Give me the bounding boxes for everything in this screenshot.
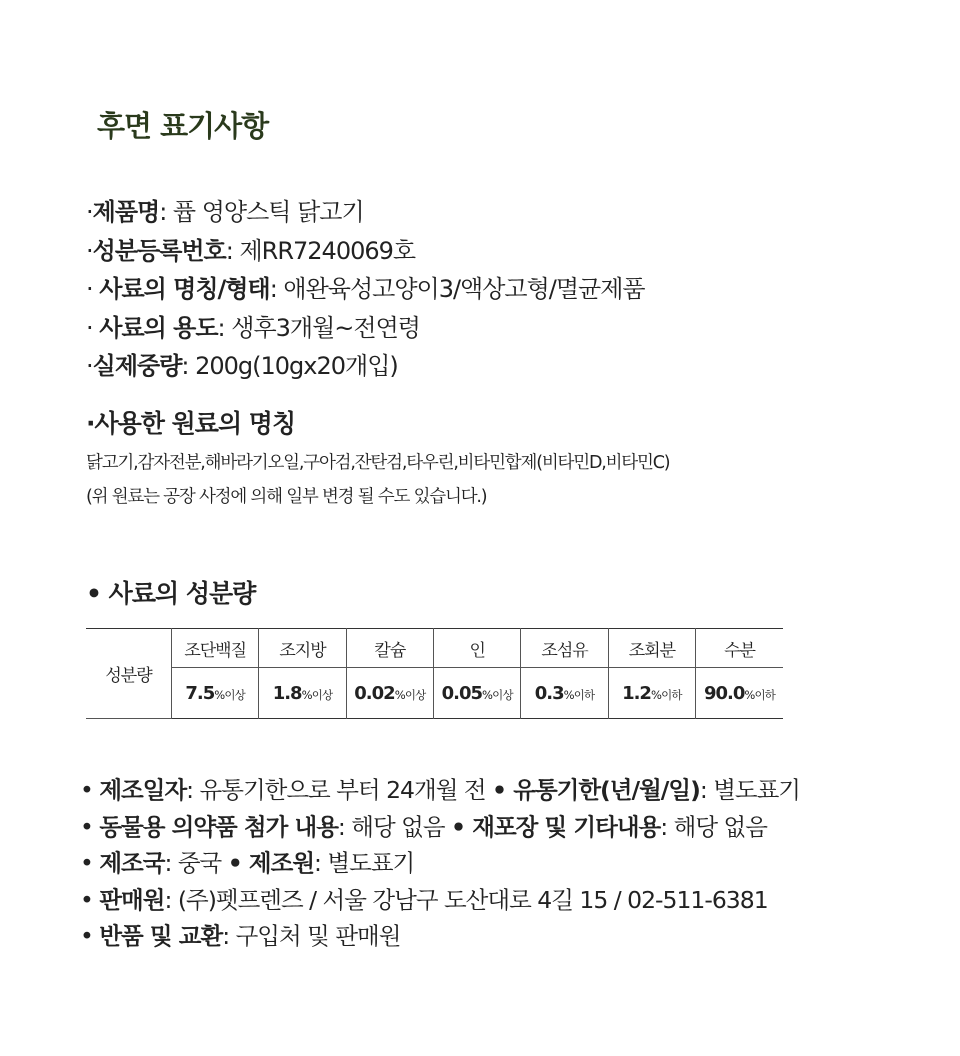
page-title: 후면 표기사항 (97, 109, 269, 143)
mfg-value: : 해당 없음 (337, 812, 452, 841)
info-product-name (86, 193, 906, 232)
info-value: 퓹 영양스틱 닭고기 (172, 198, 364, 226)
nutrient-name: 조지방 (259, 629, 346, 668)
nutrient-value-cell (172, 668, 259, 719)
bullet: • (80, 885, 100, 914)
separator: : (269, 275, 284, 303)
nutrient-name: 조섬유 (521, 629, 608, 668)
nutrient-value: 0.02 (354, 682, 395, 704)
mfg-value: : 구입처 및 판매원 (222, 922, 401, 950)
nutrient-value-cell (696, 668, 783, 719)
nutrient-name: 조회분 (608, 629, 695, 668)
bullet: · (86, 352, 93, 380)
nutrient-unit: %이상 (394, 687, 426, 702)
info-value: 제RR7240069호 (239, 236, 416, 265)
bullet: · (86, 275, 100, 303)
nutrient-value-cell (521, 668, 608, 719)
info-label: 사료의 명칭/형태 (99, 275, 270, 303)
nutrient-unit: %이하 (563, 687, 595, 702)
mfg-value: : 중국 (164, 849, 228, 877)
nutrition-value-row (86, 668, 783, 719)
mfg-value: : (주)펫프렌즈 / 서울 강남구 도산대로 4길 15 / 02-511-6381 (164, 885, 768, 914)
bullet: · (86, 236, 93, 265)
raw-materials-note: (위 원료는 공장 사정에 의해 일부 변경 될 수도 있습니다.) (86, 487, 487, 507)
mfg-label: 제조일자 (99, 776, 187, 804)
raw-materials-block (86, 446, 669, 514)
nutrient-name: 칼슘 (346, 629, 433, 668)
nutrient-unit: %이상 (482, 687, 513, 702)
info-label: 사료의 용도 (99, 313, 218, 342)
nutrition-heading: • 사료의 성분량 (86, 579, 256, 608)
mfg-value: : 별도표기 (699, 776, 801, 804)
nutrient-name: 수분 (696, 629, 783, 668)
info-label: 제품명 (92, 198, 160, 226)
nutrient-value-cell (608, 668, 695, 719)
manufacturing-info (80, 772, 800, 955)
bullet: • (492, 776, 514, 804)
nutrient-value: 1.2 (622, 682, 651, 704)
separator: : (225, 236, 240, 265)
info-feed-usage (86, 309, 906, 348)
mfg-label: 판매원 (99, 885, 165, 914)
mfg-line-seller (80, 882, 800, 919)
info-value: 200g(10gx20개입) (195, 352, 398, 380)
mfg-line-dates (80, 772, 800, 809)
mfg-line-additives (80, 809, 800, 846)
mfg-label: 유통기한(년/월/일) (513, 776, 700, 804)
bullet: • (80, 849, 100, 877)
nutrition-row-label: 성분량 (86, 629, 172, 719)
mfg-value: : 해당 없음 (660, 812, 767, 841)
mfg-label: 제조국 (99, 849, 165, 877)
bullet: · (86, 313, 100, 342)
nutrient-unit: %이상 (214, 687, 245, 702)
mfg-label: 제조원 (248, 849, 315, 877)
mfg-label: 동물용 의약품 첨가 내용 (99, 812, 338, 841)
mfg-line-returns (80, 918, 800, 955)
bullet: • (80, 776, 100, 804)
mfg-label: 반품 및 교환 (99, 922, 223, 950)
nutrient-unit: %이하 (744, 687, 776, 702)
info-value: 생후3개월~전연령 (231, 313, 420, 342)
separator: : (159, 198, 173, 226)
mfg-value: : 유통기한으로 부터 24개월 전 (186, 776, 493, 804)
nutrient-value: 0.3 (534, 682, 564, 704)
nutrient-value: 7.5 (185, 682, 215, 704)
info-feed-type (86, 270, 906, 309)
product-info-list (86, 193, 906, 386)
mfg-label: 재포장 및 기타내용 (472, 812, 661, 841)
bullet: • (227, 849, 249, 877)
nutrient-name: 인 (434, 629, 521, 668)
separator: : (217, 313, 232, 342)
nutrient-name: 조단백질 (172, 629, 259, 668)
bullet: • (451, 812, 473, 841)
nutrient-value: 90.0 (703, 682, 745, 704)
mfg-value: : 별도표기 (314, 849, 415, 877)
nutrition-table (86, 628, 783, 719)
nutrient-value-cell (346, 668, 433, 719)
nutrient-unit: %이상 (301, 687, 333, 702)
nutrient-unit: %이하 (650, 687, 682, 702)
nutrient-value: 1.8 (272, 682, 302, 704)
nutrient-value-cell (259, 668, 346, 719)
bullet: • (80, 812, 100, 841)
bullet: · (86, 198, 93, 226)
info-label: 실제중량 (92, 352, 182, 380)
nutrient-value: 0.05 (441, 682, 483, 704)
nutrient-value-cell (434, 668, 521, 719)
info-registration-number (86, 232, 906, 271)
bullet: • (80, 922, 100, 950)
nutrition-header-row (86, 629, 783, 668)
raw-materials-heading: ·사용한 원료의 명칭 (86, 409, 296, 438)
raw-materials-list: 닭고기,감자전분,해바라기오일,구아검,잔탄검,타우린,비타민합제(비타민D,비타민C) (86, 453, 670, 473)
separator: : (181, 352, 196, 380)
mfg-line-origin (80, 845, 800, 882)
info-label: 성분등록번호 (92, 236, 226, 265)
info-value: 애완육성고양이3/액상고형/멸균제품 (283, 275, 645, 303)
info-net-weight (86, 347, 906, 386)
